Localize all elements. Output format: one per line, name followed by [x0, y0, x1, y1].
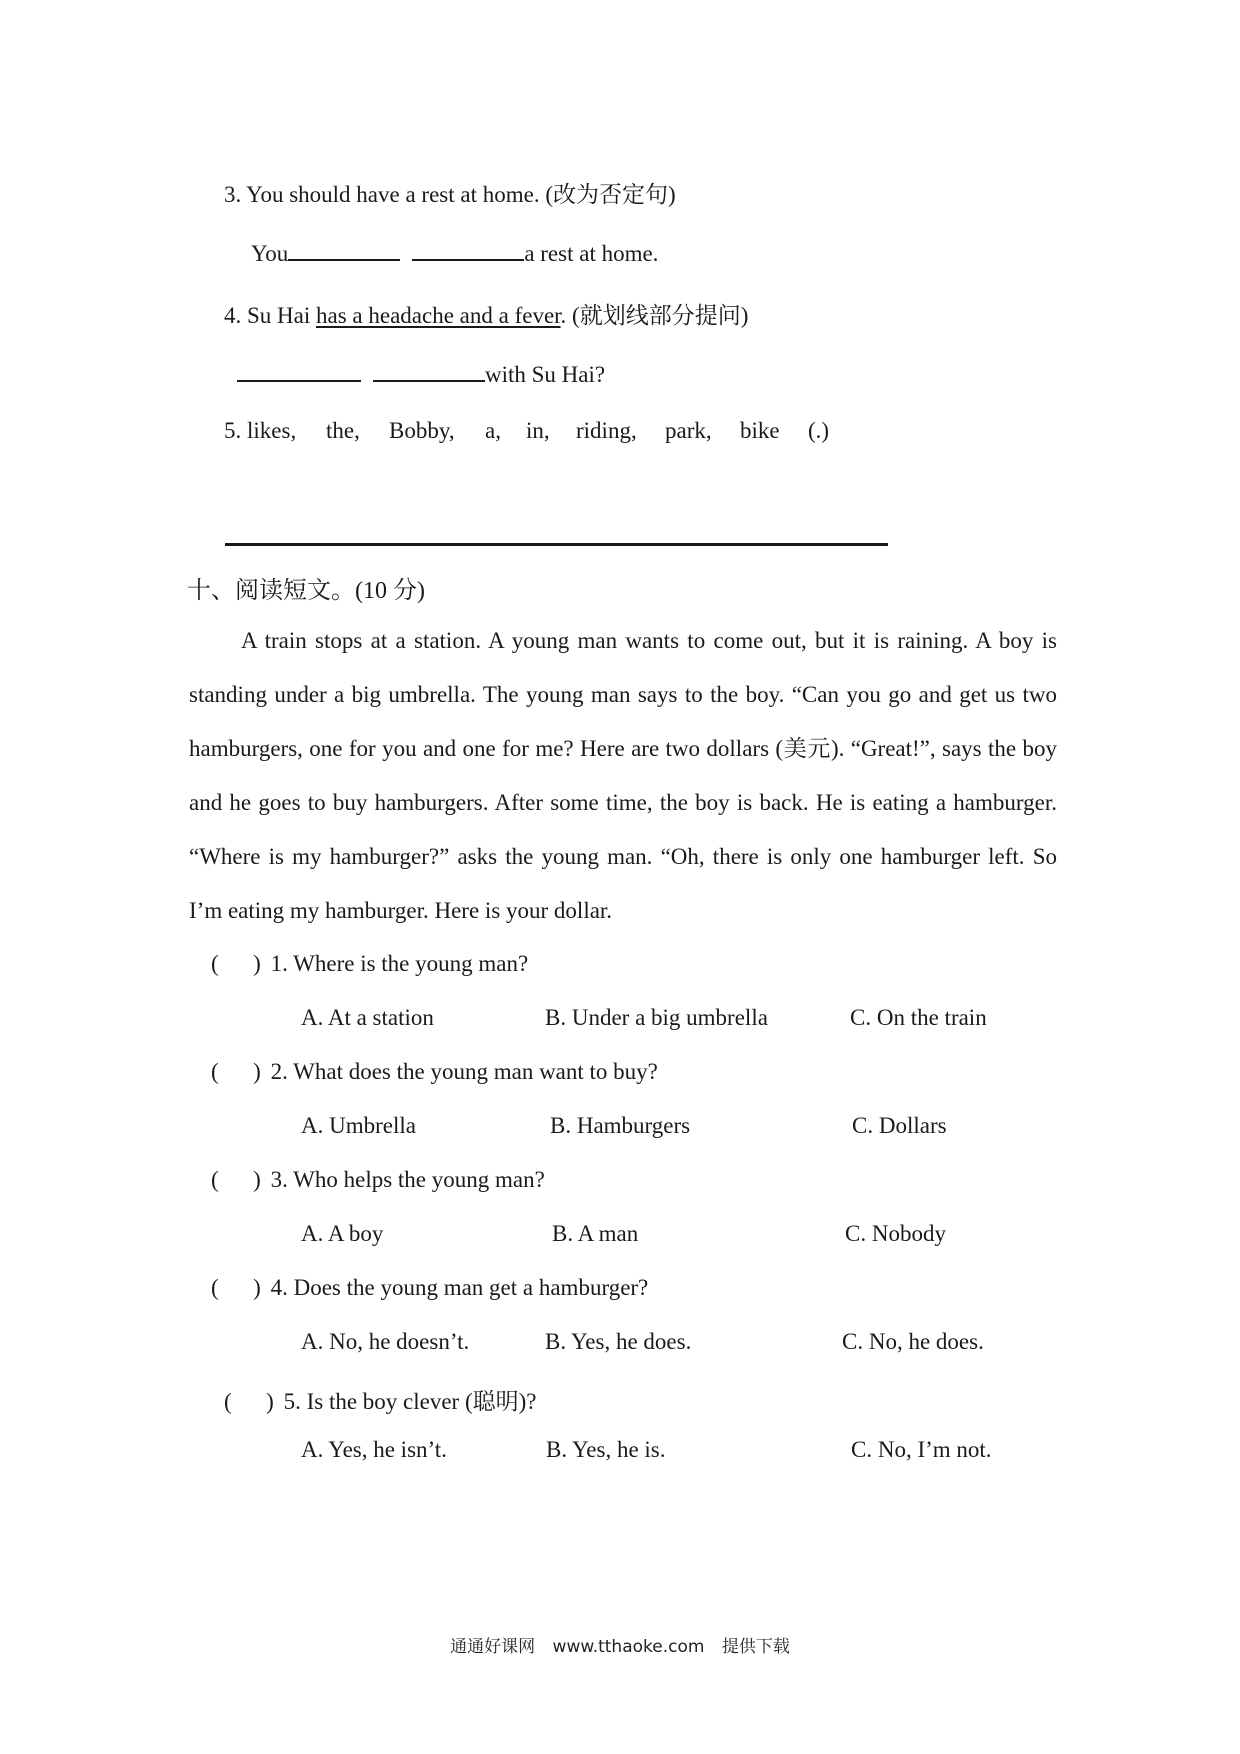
word: Bobby, [389, 418, 455, 443]
option-c[interactable]: C. No, I’m not. [851, 1437, 992, 1462]
question-3 [211, 1167, 545, 1193]
question-3-prompt: 3. You should have a rest at home. (改为否定句) [224, 182, 676, 207]
answer-paren[interactable]: ( ) [211, 1275, 261, 1300]
word: a, [485, 418, 501, 443]
question-2 [211, 1059, 658, 1085]
reading-passage [189, 614, 1057, 938]
option-c[interactable]: C. Nobody [845, 1221, 946, 1246]
question-3-answer-start: You [251, 241, 289, 266]
question-5 [224, 1383, 537, 1416]
question-text: 3. Who helps the young man? [270, 1167, 545, 1192]
question-4 [211, 1275, 648, 1301]
question-text: 1. Where is the young man? [270, 951, 529, 976]
word: the, [326, 418, 360, 443]
question-text: 2. What does the young man want to buy? [270, 1059, 658, 1084]
question-1 [211, 951, 528, 977]
question-4-answer-end: with Su Hai? [485, 362, 606, 387]
option-b[interactable]: B. A man [552, 1221, 639, 1246]
answer-paren[interactable]: ( ) [224, 1389, 274, 1414]
footer-url[interactable]: www.tthaoke.com [552, 1637, 705, 1657]
question-3-answer-end: a rest at home. [524, 241, 659, 266]
page-footer [0, 1632, 1240, 1657]
question-3-answer [251, 237, 658, 267]
word: in, [526, 418, 550, 443]
option-b[interactable]: B. Hamburgers [550, 1113, 691, 1138]
question-text: 4. Does the young man get a hamburger? [270, 1275, 649, 1300]
question-text: 5. Is the boy clever (聪明)? [283, 1389, 537, 1414]
question-4-prompt [224, 297, 748, 330]
question-4-underlined-phrase: has a headache and a fever [316, 303, 561, 328]
question-4-answer [237, 358, 605, 388]
option-b[interactable]: B. Under a big umbrella [545, 1005, 768, 1030]
answer-paren[interactable]: ( ) [211, 951, 261, 976]
passage-text: A train stops at a station. A young man wants to come out, but it is raining. A boy is standing under a big umbrella. The young man says to the boy. “Can you go and get us two hamburgers, one for you and one for me? Here are two dollars (美元). “Great!”, says the boy and he goes to buy hamburgers. After some time, the boy is back. He is eating a hamburger. “Where is my hamburger?” asks the young man. “Oh, there is only one hamburger left. So I’m eating my hamburger. Here is your dollar. [189, 628, 1057, 923]
answer-paren[interactable]: ( ) [211, 1167, 261, 1192]
option-a[interactable]: A. A boy [301, 1221, 384, 1246]
option-c[interactable]: C. Dollars [852, 1113, 947, 1138]
word: 5. likes, [224, 418, 297, 443]
option-b[interactable]: B. Yes, he does. [545, 1329, 692, 1354]
answer-blank[interactable] [237, 358, 361, 382]
option-a[interactable]: A. No, he doesn’t. [301, 1329, 470, 1354]
answer-blank[interactable] [288, 237, 400, 261]
word: riding, [576, 418, 637, 443]
question-4-prompt-end: . (就划线部分提问) [560, 303, 749, 328]
option-c[interactable]: C. On the train [850, 1005, 987, 1030]
option-c[interactable]: C. No, he does. [842, 1329, 984, 1354]
option-a[interactable]: A. Umbrella [301, 1113, 416, 1138]
section-heading: 十、阅读短文。(10 分) [187, 578, 425, 604]
option-a[interactable]: A. Yes, he isn’t. [301, 1437, 447, 1462]
word: park, [665, 418, 712, 443]
footer-site-name: 通通好课网 [450, 1637, 536, 1657]
option-b[interactable]: B. Yes, he is. [546, 1437, 666, 1462]
option-a[interactable]: A. At a station [301, 1005, 434, 1030]
word: (.) [808, 418, 830, 443]
question-5-answer-line[interactable] [225, 543, 888, 546]
answer-blank[interactable] [412, 237, 524, 261]
answer-blank[interactable] [373, 358, 485, 382]
word: bike [740, 418, 780, 443]
footer-action: 提供下载 [721, 1637, 790, 1657]
question-4-prompt-start: 4. Su Hai [224, 303, 316, 328]
answer-paren[interactable]: ( ) [211, 1059, 261, 1084]
